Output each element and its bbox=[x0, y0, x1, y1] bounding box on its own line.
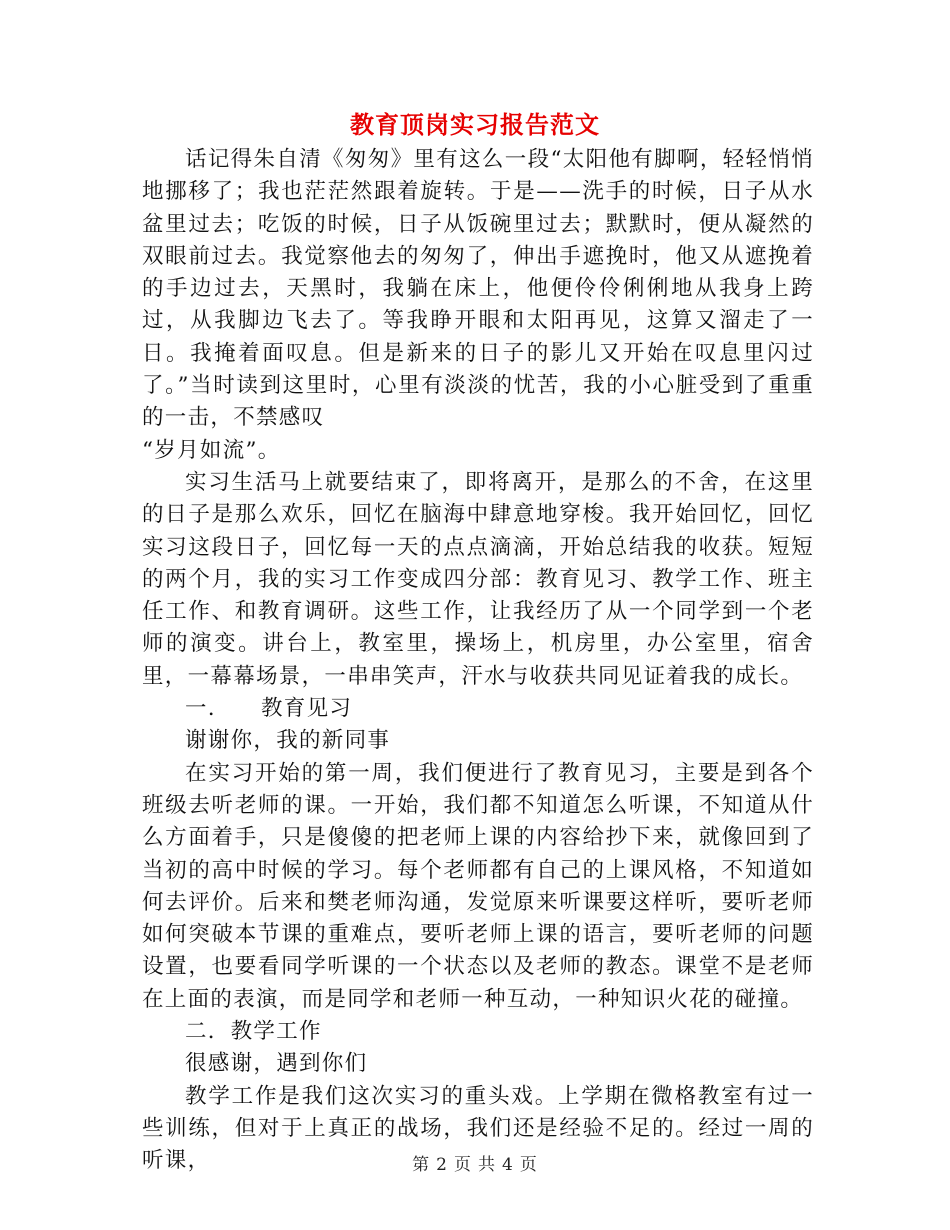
footer-prefix: 第 bbox=[412, 1155, 431, 1175]
paragraph-teaching: 教学工作是我们这次实习的重头戏。上学期在微格教室有过一些训练，但对于上真正的战场，我们还是经验不足的。经过一周的听课， bbox=[142, 1083, 814, 1174]
paragraph-intro: 话记得朱自清《匆匆》里有这么一段“太阳他有脚啊，轻轻悄悄地挪移了；我也茫茫然跟着旋转。于是——洗手的时候，日子从水盆里过去；吃饭的时候，日子从饭碗里过去；默默时，便从凝然的双眼前过去。我觉察他去的匆匆了，伸出手遮挽时，他又从遮挽着的手边过去，天黑时，我躺在床上，他便伶伶俐俐地从我身上跨过，从我脚边飞去了。等我睁开眼和太阳再见，这算又溜走了一日。我掩着面叹息。但是新来的日子的影儿又开始在叹息里闪过了。”当时读到这里时，心里有淡淡的忧苦，我的小心脏受到了重重的一击，不禁感叹 bbox=[142, 147, 814, 431]
section-heading-1 bbox=[142, 693, 814, 725]
footer-page-total: 4 bbox=[502, 1155, 514, 1175]
section-title-1: 教育见习 bbox=[261, 696, 353, 722]
paragraph-observation: 在实习开始的第一周，我们便进行了教育见习，主要是到各个班级去听老师的课。一开始，我们都不知道怎么听课，不知道从什么方面着手，只是傻傻的把老师上课的内容给抄下来，就像回到了当初的高中时候的学习。每个老师都有自己的上课风格，不知道如何去评价。后来和樊老师沟通，发觉原来听课要这样听，要听老师如何突破本节课的重难点，要听老师上课的语言，要听老师的问题设置，也要看同学听课的一个状态以及老师的教态。课堂不是老师在上面的表演，而是同学和老师一种互动，一种知识火花的碰撞。 bbox=[142, 760, 814, 1012]
document-title: 教育顶岗实习报告范文 bbox=[350, 110, 600, 139]
section-subtitle-2: 很感谢，遇到你们 bbox=[185, 1051, 368, 1077]
paragraph-intro-tail: “岁月如流”。 bbox=[142, 437, 281, 463]
section-number-1: 一. bbox=[185, 696, 216, 722]
footer-mid2: 共 bbox=[478, 1155, 496, 1175]
paragraph-summary: 实习生活马上就要结束了，即将离开，是那么的不舍，在这里的日子是那么欢乐，回忆在脑海中肆意地穿梭。我开始回忆，回忆实习这段日子，回忆每一天的点点滴滴，开始总结我的收获。短短的两个月，我的实习工作变成四分部：教育见习、教学工作、班主任工作、和教育调研。这些工作，让我经历了从一个同学到一个老师的演变。讲台上，教室里，操场上，机房里，办公室里，宿舍里，一幕幕场景，一串串笑声，汗水与收获共同见证着我的成长。 bbox=[142, 469, 814, 689]
document-body bbox=[142, 144, 814, 1178]
section-subtitle-1: 谢谢你，我的新同事 bbox=[185, 728, 391, 754]
page-footer bbox=[0, 1150, 950, 1175]
footer-mid1: 页 bbox=[454, 1155, 472, 1175]
footer-suffix: 页 bbox=[519, 1155, 538, 1175]
section-heading-2: 二．教学工作 bbox=[185, 1019, 322, 1045]
footer-page-current: 2 bbox=[436, 1155, 448, 1175]
